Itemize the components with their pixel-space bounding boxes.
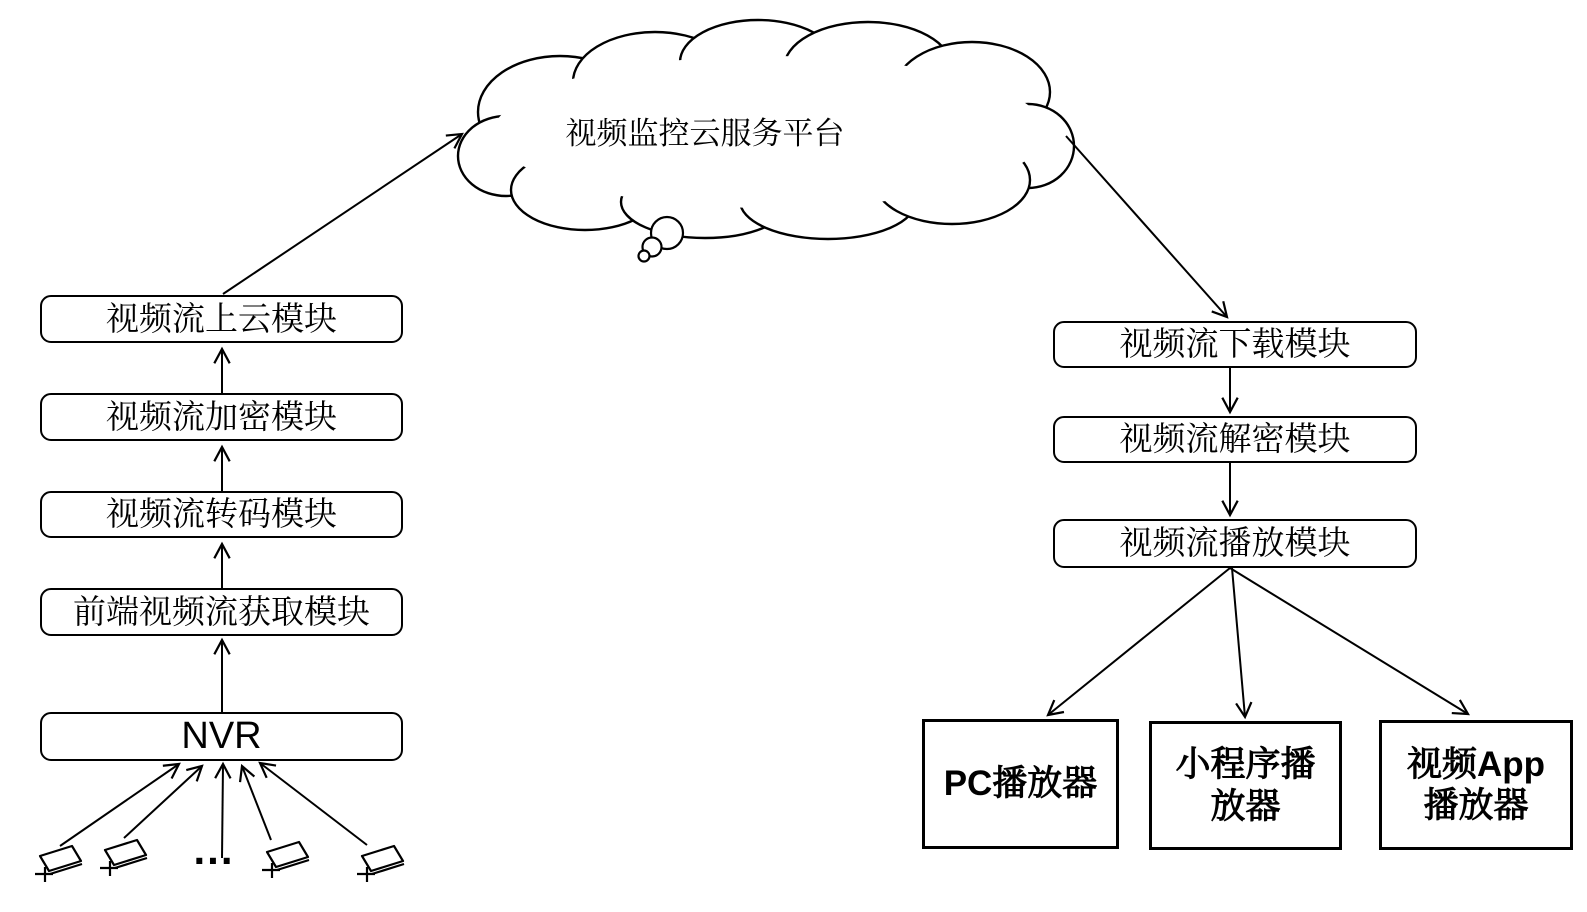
node-video-stream-decrypt-module: 视频流解密模块 — [1053, 416, 1417, 463]
arrow-camera2-to-nvr — [124, 766, 202, 838]
node-miniprogram-player: 小程序播放器 — [1149, 721, 1342, 850]
cctv-camera-icon — [100, 840, 147, 876]
node-video-stream-play-module: 视频流播放模块 — [1053, 519, 1417, 568]
cctv-camera-icon — [357, 846, 404, 882]
node-video-stream-download-module: 视频流下载模块 — [1053, 321, 1417, 368]
node-pc-player: PC播放器 — [922, 719, 1119, 849]
arrow-play-to-pc — [1048, 568, 1230, 715]
arrow-play-to-miniprogram — [1232, 568, 1245, 717]
node-video-app-player: 视频App播放器 — [1379, 720, 1573, 850]
node-nvr: NVR — [40, 712, 403, 761]
arrow-camera3-to-nvr — [242, 766, 271, 840]
arrow-play-to-app — [1230, 568, 1468, 714]
cctv-camera-icon — [35, 846, 82, 882]
cctv-camera-icon — [262, 842, 309, 878]
node-video-stream-transcode-module: 视频流转码模块 — [40, 491, 403, 538]
camera-ellipsis: ... — [193, 826, 235, 873]
arrow-upload-to-cloud — [223, 134, 462, 294]
arrow-cloud-to-download — [1066, 136, 1227, 317]
arrow-camera4-to-nvr — [260, 763, 367, 845]
cloud-platform-label: 视频监控云服务平台 — [565, 116, 845, 151]
node-video-stream-upload-module: 视频流上云模块 — [40, 295, 403, 343]
node-frontend-video-stream-acquire-module: 前端视频流获取模块 — [40, 588, 403, 636]
node-video-stream-encrypt-module: 视频流加密模块 — [40, 393, 403, 441]
